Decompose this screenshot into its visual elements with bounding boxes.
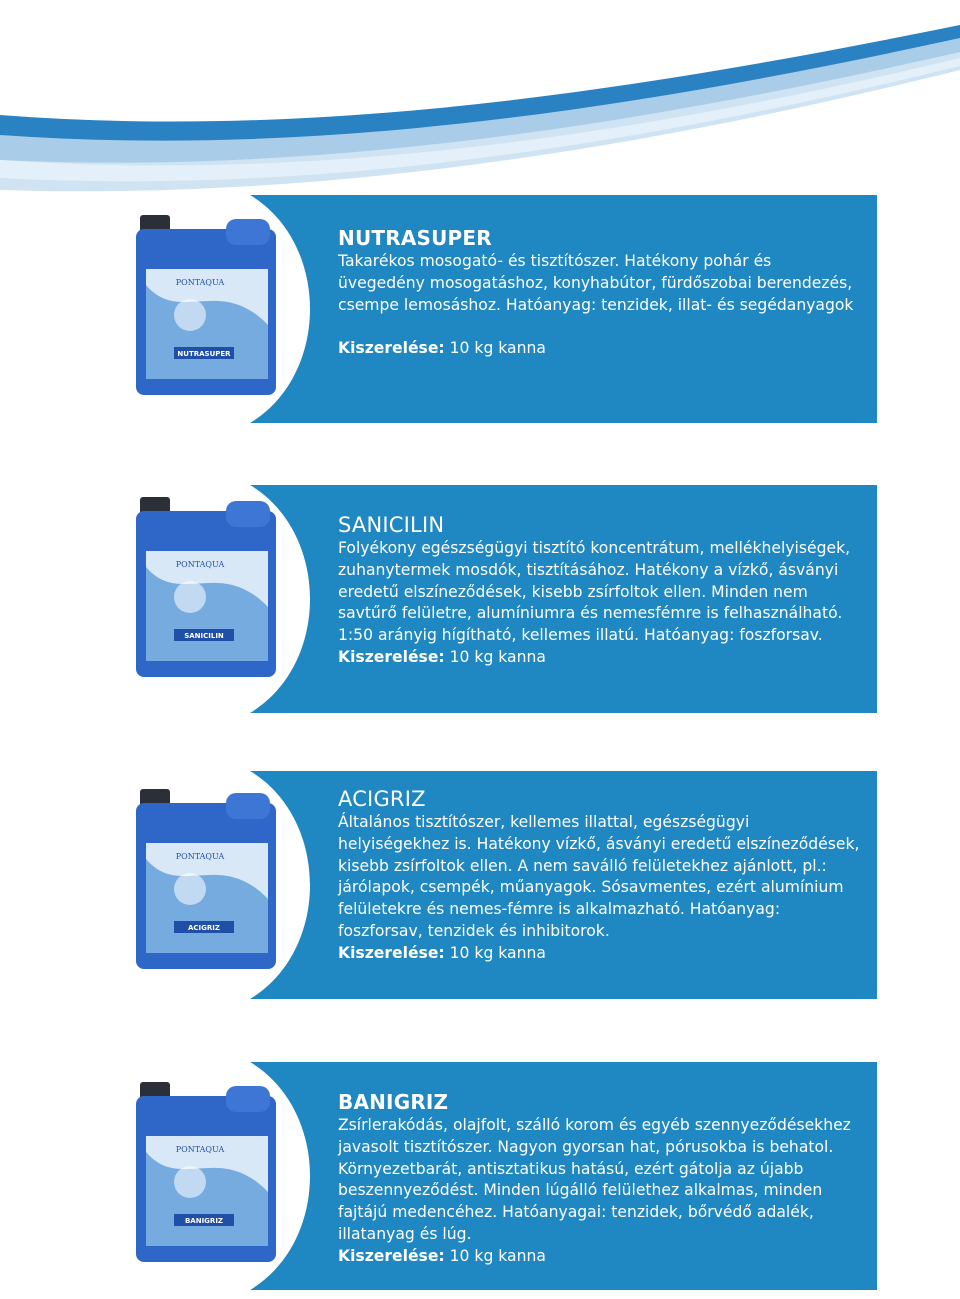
packaging-value: 10 kg kanna bbox=[444, 1246, 546, 1265]
canister-brand: PONTAQUA bbox=[175, 278, 225, 287]
packaging-value: 10 kg kanna bbox=[444, 943, 546, 962]
product-info bbox=[338, 1090, 863, 1268]
product-panel-acigriz bbox=[0, 771, 960, 999]
canister-brand: PONTAQUA bbox=[175, 1145, 225, 1154]
canister-brand: PONTAQUA bbox=[175, 560, 225, 569]
product-description: Általános tisztítószer, kellemes illattal, egészségügyi helyiségekhez is. Hatékony vízkő, ásványi eredetű elszíneződések, kisebb zsírfoltok ellen. A nem saválló felületekhez ajánlott, pl.: járólapok, csempék, műanyagok. Sósavmentes, ezért alumínium felületekre és nemes-fémre is alkalmazható. Hatóanyag: foszforsav, tenzidek és inhibitorok. bbox=[338, 813, 860, 940]
canister-image bbox=[130, 497, 282, 679]
product-description: Takarékos mosogató- és tisztítószer. Hatékony pohár és üvegedény mosogatáshoz, konyhabútor, fürdőszobai berendezés, csempe lemosáshoz. Hatóanyag: tenzidek, illat- és segédanyagok bbox=[338, 252, 854, 314]
product-panel-sanicilin bbox=[0, 485, 960, 713]
canister-image bbox=[130, 215, 282, 397]
product-title: ACIGRIZ bbox=[338, 787, 426, 811]
product-info bbox=[338, 226, 863, 360]
packaging-label: Kiszerelése: bbox=[338, 1246, 445, 1265]
product-title: BANIGRIZ bbox=[338, 1090, 449, 1114]
packaging-info bbox=[338, 1246, 863, 1268]
packaging-label: Kiszerelése: bbox=[338, 647, 445, 666]
header-wave-decoration bbox=[0, 0, 960, 200]
packaging-value: 10 kg kanna bbox=[444, 647, 546, 666]
product-title: NUTRASUPER bbox=[338, 226, 492, 250]
product-description: Zsírlerakódás, olajfolt, szálló korom és egyéb szennyeződésekhez javasolt tisztítószer. Nagyon gyorsan hat, pórusokba is behatol. Környezetbarát, antisztatikus hatású, ezért gátolja az újabb beszennyeződést. Minden lúgálló felülethez alkalmas, minden fajtájú medencéhez. Hatóanyagai: tenzidek, bőrvédő adalék, illatanyag és lúg. bbox=[338, 1116, 851, 1243]
product-panel-banigriz bbox=[0, 1062, 960, 1290]
canister-label: BANIGRIZ bbox=[184, 1217, 224, 1225]
canister-brand: PONTAQUA bbox=[175, 852, 225, 861]
packaging-label: Kiszerelése: bbox=[338, 943, 445, 962]
packaging-info bbox=[338, 338, 863, 360]
canister-label: NUTRASUPER bbox=[177, 350, 231, 358]
product-title: SANICILIN bbox=[338, 513, 445, 537]
canister-image bbox=[130, 789, 282, 971]
canister-label: SANICILIN bbox=[184, 632, 224, 640]
product-panel-nutrasuper bbox=[0, 195, 960, 423]
canister-image bbox=[130, 1082, 282, 1264]
packaging-info bbox=[338, 943, 863, 965]
product-info bbox=[338, 787, 863, 965]
packaging-info bbox=[338, 647, 863, 669]
product-info bbox=[338, 513, 863, 669]
packaging-value: 10 kg kanna bbox=[444, 339, 546, 358]
product-description: Folyékony egészségügyi tisztító koncentrátum, mellékhelyiségek, zuhanytermek mosdók, tisztításához. Hatékony a vízkő, ásványi eredetű elszíneződések, kisebb zsírfoltok ellen. Minden nem savtűrő felületre, alumíniumra és nemesfémre is felhasználható. 1:50 arányig hígítható, kellemes illatú. Hatóanyag: foszforsav. bbox=[338, 539, 851, 645]
canister-label: ACIGRIZ bbox=[188, 924, 220, 932]
packaging-label: Kiszerelése: bbox=[338, 339, 445, 358]
